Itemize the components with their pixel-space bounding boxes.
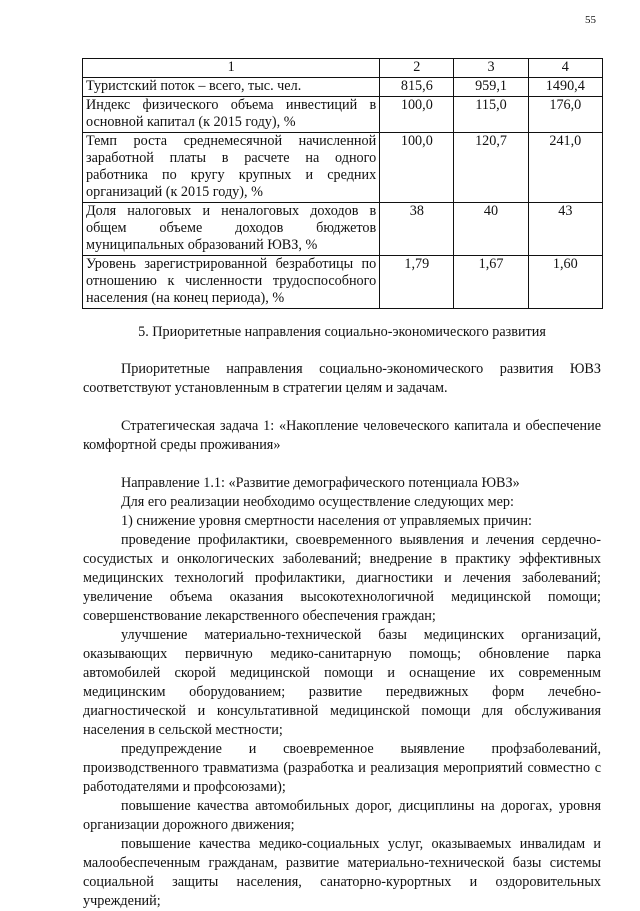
body-text bbox=[83, 360, 601, 911]
table-cell-value: 38 bbox=[380, 203, 454, 256]
table-cell-value: 815,6 bbox=[380, 78, 454, 97]
table-cell-value: 115,0 bbox=[454, 97, 528, 133]
table-header-cell: 3 bbox=[454, 59, 528, 78]
table-header-cell: 1 bbox=[83, 59, 380, 78]
page-number: 55 bbox=[585, 14, 596, 26]
table-cell-value: 1,79 bbox=[380, 256, 454, 309]
table-header-row bbox=[83, 59, 603, 78]
table-cell-value: 100,0 bbox=[380, 133, 454, 203]
paragraph: Стратегическая задача 1: «Накопление человеческого капитала и обеспечение комфортной среды проживания» bbox=[83, 418, 601, 453]
table-cell-value: 1,60 bbox=[528, 256, 602, 309]
table-row bbox=[83, 133, 603, 203]
table-cell-value: 100,0 bbox=[380, 97, 454, 133]
table-header-cell: 2 bbox=[380, 59, 454, 78]
table-cell-value: 43 bbox=[528, 203, 602, 256]
table-cell-value: 1,67 bbox=[454, 256, 528, 309]
paragraph: улучшение материально-технической базы медицинских организаций, оказывающих первичную медико-санитарную помощь; обновление парка автомобилей скорой медицинской помощи и оснащение их современным медицинским оборудованием; развитие передвижных форм лечебно-диагностической и консультативной медицинской помощи для обслуживания населения в сельской местности; bbox=[83, 627, 601, 738]
table-row-label: Туристский поток – всего, тыс. чел. bbox=[83, 78, 380, 97]
indicators-table bbox=[82, 58, 603, 309]
paragraph: 1) снижение уровня смертности населения от управляемых причин: bbox=[121, 513, 532, 529]
section-heading: 5. Приоритетные направления социально-экономического развития bbox=[138, 324, 546, 340]
table-cell-value: 176,0 bbox=[528, 97, 602, 133]
table-cell-value: 40 bbox=[454, 203, 528, 256]
table-cell-value: 120,7 bbox=[454, 133, 528, 203]
table-cell-value: 241,0 bbox=[528, 133, 602, 203]
paragraph: проведение профилактики, своевременного выявления и лечения сердечно-сосудистых и онкологических заболеваний; внедрение в практику эффективных медицинских технологий профилактики, диагностики и лечения заболеваний; увеличение объема оказания высокотехнологичной медицинской помощи; совершенствование лекарственного обеспечения граждан; bbox=[83, 532, 601, 624]
table-row bbox=[83, 203, 603, 256]
paragraph: повышение качества автомобильных дорог, дисциплины на дорогах, уровня организации дорожного движения; bbox=[83, 798, 601, 833]
paragraph: повышение качества медико-социальных услуг, оказываемых инвалидам и малообеспеченным гражданам, развитие материально-технической базы системы социальной защиты населения, санаторно-курортных и оздоровительных учреждений; bbox=[83, 836, 601, 909]
table-row bbox=[83, 256, 603, 309]
table-row bbox=[83, 97, 603, 133]
table-row-label: Доля налоговых и неналоговых доходов в общем объеме доходов бюджетов муниципальных образований ЮВЗ, % bbox=[83, 203, 380, 256]
paragraph: Направление 1.1: «Развитие демографического потенциала ЮВЗ» bbox=[121, 475, 520, 491]
table-row-label: Темп роста среднемесячной начисленной заработной платы в расчете на одного работника по кругу крупных и средних организаций (к 2015 году), % bbox=[83, 133, 380, 203]
table-cell-value: 959,1 bbox=[454, 78, 528, 97]
table-row-label: Индекс физического объема инвестиций в основной капитал (к 2015 году), % bbox=[83, 97, 380, 133]
table-row-label: Уровень зарегистрированной безработицы по отношению к численности трудоспособного населения (на конец периода), % bbox=[83, 256, 380, 309]
table-row bbox=[83, 78, 603, 97]
table-header-cell: 4 bbox=[528, 59, 602, 78]
paragraph: Для его реализации необходимо осуществление следующих мер: bbox=[121, 494, 514, 510]
table-cell-value: 1490,4 bbox=[528, 78, 602, 97]
paragraph: предупреждение и своевременное выявление профзаболеваний, производственного травматизма (разработка и реализация мероприятий совместно с работодателями и профсоюзами); bbox=[83, 741, 601, 795]
paragraph: Приоритетные направления социально-экономического развития ЮВЗ соответствуют установленным в стратегии целям и задачам. bbox=[83, 361, 601, 396]
